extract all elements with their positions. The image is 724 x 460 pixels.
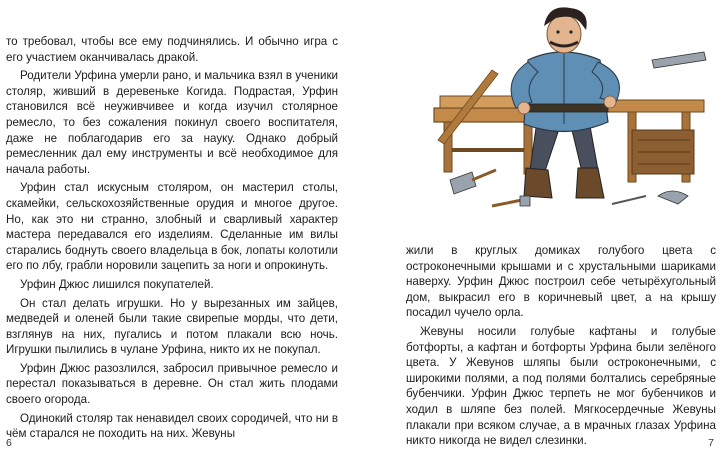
page-number-right: 7 — [708, 437, 714, 449]
right-page-text — [406, 243, 716, 452]
page-number-left: 6 — [6, 437, 12, 449]
paragraph: то требовал, чтобы все ему подчинялись. И обычно игра с его участием оканчивалась дракой. — [6, 35, 338, 64]
carpenter-workshop-drawing — [432, 0, 718, 232]
paragraph: жили в круглых домиках голубого цвета с остроконечными крышами и с хрустальными шариками наверху. Урфин Джюс построил себе четырёхугольный дом, выкрасил его в коричневый цвет, а на крышу посадил чучело орла. — [406, 244, 716, 320]
left-page-text — [6, 34, 338, 445]
carpenter-figure — [511, 7, 619, 198]
paragraph: Жевуны носили голубые кафтаны и голубые ботфорты, а кафтан и ботфорты Урфина были зелёного цвета. У Жевунов шляпы были остроконечными, с широкими полями, а под полями болтались серебряные бубенчики. Урфин Джюс терпеть не мог бубенчиков и ходил в шляпе без полей. Мягкосердечные Жевуны плакали при всяком случае, а в мрачных глазах Урфина никто никогда не видел слезинки. — [406, 324, 716, 448]
paragraph: Урфин Джюс разозлился, забросил привычное ремесло и перестал показываться в деревне. Он стал жить плодами своего огорода. — [6, 361, 338, 407]
paragraph: Одинокий столяр так ненавидел своих сородичей, что ни в чём старался не походить на них. Жевуны — [6, 411, 338, 441]
paragraph: Урфин Джюс лишился покупателей. — [20, 277, 214, 291]
paragraph: Он стал делать игрушки. Но у вырезанных им зайцев, медведей и оленей были такие свирепые морды, что дети, взглянув на них, пугались и потом плакали всю ночь. Игрушки пылились в чулане Урфина, никто их не покупал. — [6, 296, 338, 357]
illustration-carpenter — [432, 0, 718, 232]
wooden-stool — [604, 100, 704, 182]
paragraph: Родители Урфина умерли рано, и мальчика взял в ученики столяр, живший в деревеньке Когида. Подрастая, Урфин становился всё неуживчивее и когда изучил столярное ремесло, то без сожаления покинул своего воспитателя, даже не поблагодарив его за науку. Однако добрый ремесленник дал ему инструменты и всё необходимое для начала работы. — [6, 69, 338, 176]
right-page — [362, 0, 724, 460]
paragraph: Урфин стал искусным столяром, он мастерил столы, скамейки, сельскохозяйственные орудия и многое другое. Но, как это ни странно, злобный и сварливый характер мастера передавался его изделиям. Сделанные им вилы старались боднуть своего владельца в бок, лопаты колотили его по лбу, грабли норовили зацепить за ноги и опрокинуть. — [6, 181, 338, 273]
